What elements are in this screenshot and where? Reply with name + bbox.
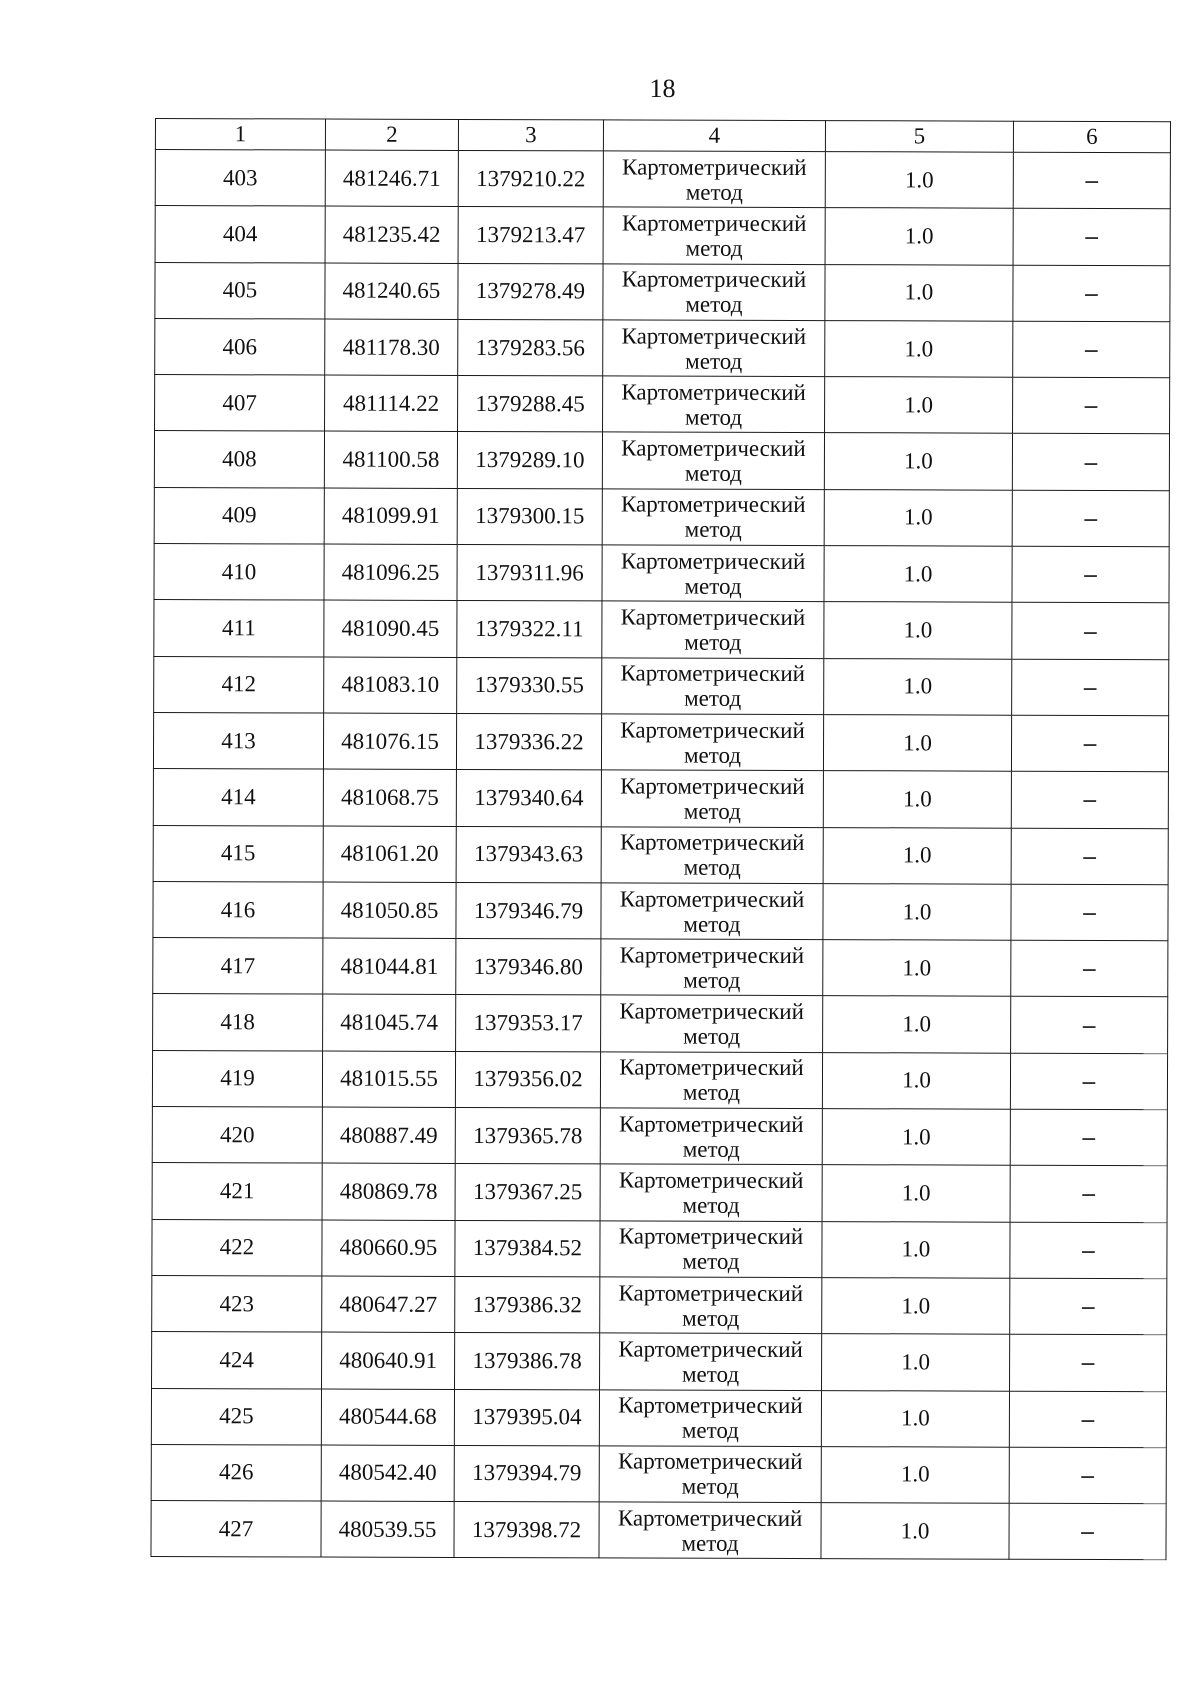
note-cell: –	[1013, 152, 1170, 209]
method-cell	[603, 320, 825, 377]
point-number-cell: 407	[155, 375, 325, 432]
method-line-1: Картометрический	[621, 266, 807, 293]
point-number-cell: 415	[153, 825, 323, 882]
x-coordinate-cell: 480869.78	[322, 1163, 455, 1220]
accuracy-cell: 1.0	[824, 433, 1012, 490]
method-line-1: Картометрический	[621, 379, 806, 405]
note-cell: –	[1012, 490, 1169, 547]
method-line-2: метод	[682, 1192, 740, 1218]
note-cell: –	[1013, 321, 1170, 378]
accuracy-cell: 1.0	[822, 1165, 1010, 1222]
y-coordinate-cell: 1379288.45	[458, 376, 603, 433]
method-line-1: Картометрический	[621, 435, 806, 462]
method-line-2: метод	[683, 742, 742, 768]
method-cell	[602, 489, 824, 546]
point-number-cell: 410	[154, 544, 324, 601]
table-row	[153, 712, 1168, 771]
note-cell: –	[1012, 546, 1169, 603]
y-coordinate-cell: 1379210.22	[458, 150, 603, 207]
point-number-cell: 409	[154, 487, 324, 544]
method-line-2: метод	[683, 798, 741, 824]
x-coordinate-cell: 481235.42	[325, 206, 458, 263]
point-number-cell: 416	[153, 881, 323, 938]
method-line-1: Картометрический	[619, 1111, 804, 1137]
x-coordinate-cell: 481114.22	[325, 375, 458, 432]
table-header-row	[155, 119, 1170, 153]
column-header: 4	[603, 120, 825, 152]
point-number-cell: 412	[154, 656, 324, 713]
y-coordinate-cell: 1379346.79	[456, 882, 601, 939]
method-cell	[603, 151, 825, 208]
method-line-2: метод	[685, 179, 743, 205]
y-coordinate-cell: 1379340.64	[456, 770, 601, 827]
table-row	[155, 318, 1170, 377]
point-number-cell: 417	[153, 938, 323, 995]
method-line-2: метод	[685, 291, 743, 318]
accuracy-cell: 1.0	[821, 1390, 1009, 1447]
y-coordinate-cell: 1379356.02	[455, 1051, 600, 1108]
x-coordinate-cell: 481100.58	[324, 432, 457, 489]
accuracy-cell: 1.0	[822, 1278, 1010, 1335]
point-number-cell: 404	[155, 206, 325, 263]
accuracy-cell: 1.0	[821, 1446, 1009, 1503]
y-coordinate-cell: 1379322.11	[457, 601, 602, 658]
point-number-cell: 427	[151, 1501, 321, 1558]
method-cell	[600, 1277, 822, 1334]
note-cell: –	[1011, 771, 1168, 828]
method-line-1: Картометрический	[618, 1167, 804, 1194]
column-header: 1	[155, 119, 325, 151]
method-cell	[599, 1502, 821, 1559]
point-number-cell: 426	[151, 1444, 321, 1501]
method-line-2: метод	[684, 460, 742, 486]
y-coordinate-cell: 1379346.80	[456, 939, 601, 996]
method-line-1: Картометрический	[618, 1336, 803, 1362]
accuracy-cell: 1.0	[823, 771, 1011, 828]
accuracy-cell: 1.0	[824, 658, 1012, 715]
method-line-2: метод	[683, 1023, 741, 1049]
y-coordinate-cell: 1379398.72	[454, 1502, 599, 1559]
method-cell	[601, 939, 823, 996]
y-coordinate-cell: 1379384.52	[455, 1220, 600, 1277]
x-coordinate-cell: 480544.68	[321, 1389, 454, 1446]
method-line-2: метод	[684, 517, 742, 543]
note-cell: –	[1012, 434, 1169, 491]
y-coordinate-cell: 1379311.96	[457, 545, 602, 602]
method-line-1: Картометрический	[621, 322, 807, 349]
method-line-2: метод	[681, 1530, 739, 1556]
method-line-2: метод	[683, 854, 741, 881]
method-cell	[603, 264, 825, 321]
x-coordinate-cell: 480887.49	[322, 1107, 455, 1164]
column-header: 2	[325, 119, 458, 150]
method-line-2: метод	[684, 685, 742, 712]
point-number-cell: 420	[152, 1107, 322, 1164]
point-number-cell: 424	[152, 1332, 322, 1389]
x-coordinate-cell: 481050.85	[323, 882, 456, 939]
note-cell: –	[1011, 997, 1168, 1054]
table-row	[153, 938, 1168, 997]
method-cell	[601, 883, 823, 940]
accuracy-cell: 1.0	[823, 940, 1011, 997]
accuracy-cell: 1.0	[821, 1503, 1009, 1560]
point-number-cell: 403	[155, 150, 325, 207]
table-row	[152, 1219, 1167, 1278]
x-coordinate-cell: 481240.65	[325, 263, 458, 320]
point-number-cell: 422	[152, 1219, 322, 1276]
point-number-cell: 419	[152, 1050, 322, 1107]
table-row	[151, 1388, 1166, 1447]
point-number-cell: 411	[154, 600, 324, 657]
y-coordinate-cell: 1379300.15	[457, 488, 602, 545]
table-row	[154, 656, 1169, 715]
x-coordinate-cell: 480539.55	[321, 1501, 454, 1558]
method-line-1: Картометрический	[617, 1448, 803, 1475]
accuracy-cell: 1.0	[822, 1334, 1010, 1391]
note-cell: –	[1009, 1503, 1166, 1560]
y-coordinate-cell: 1379386.32	[455, 1276, 600, 1333]
y-coordinate-cell: 1379365.78	[455, 1107, 600, 1164]
method-line-1: Картометрический	[620, 773, 805, 799]
accuracy-cell: 1.0	[825, 320, 1013, 377]
note-cell: –	[1011, 828, 1168, 885]
method-cell	[601, 770, 823, 827]
table-row	[155, 150, 1170, 209]
point-number-cell: 405	[155, 262, 325, 319]
x-coordinate-cell: 481246.71	[325, 150, 458, 207]
accuracy-cell: 1.0	[824, 489, 1012, 546]
point-number-cell: 413	[153, 712, 323, 769]
table-row	[154, 431, 1169, 490]
accuracy-cell: 1.0	[825, 152, 1013, 209]
method-line-2: метод	[684, 629, 742, 655]
table-row	[152, 1163, 1167, 1222]
method-line-2: метод	[681, 1361, 740, 1387]
note-cell: –	[1010, 1278, 1167, 1335]
accuracy-cell: 1.0	[824, 602, 1012, 659]
point-number-cell: 425	[151, 1388, 321, 1445]
x-coordinate-cell: 481044.81	[323, 938, 456, 995]
table-row	[152, 1050, 1167, 1109]
x-coordinate-cell: 480660.95	[322, 1220, 455, 1277]
table-row	[155, 262, 1170, 321]
note-cell: –	[1011, 715, 1168, 772]
note-cell: –	[1012, 603, 1169, 660]
y-coordinate-cell: 1379336.22	[456, 713, 601, 770]
method-line-2: метод	[681, 1474, 739, 1500]
note-cell: –	[1013, 208, 1170, 265]
point-number-cell: 418	[153, 994, 323, 1051]
method-cell	[601, 714, 823, 771]
note-cell: –	[1012, 659, 1169, 716]
method-line-1: Картометрический	[618, 1392, 803, 1419]
table-row	[152, 1275, 1167, 1334]
y-coordinate-cell: 1379278.49	[458, 263, 603, 320]
accuracy-cell: 1.0	[822, 1221, 1010, 1278]
column-header: 5	[825, 121, 1013, 153]
y-coordinate-cell: 1379353.17	[456, 995, 601, 1052]
method-line-1: Картометрический	[622, 154, 807, 180]
method-line-1: Картометрический	[618, 1280, 804, 1306]
column-header: 3	[458, 119, 603, 150]
method-cell	[599, 1389, 821, 1446]
note-cell: –	[1010, 1109, 1167, 1166]
accuracy-cell: 1.0	[822, 1052, 1010, 1109]
y-coordinate-cell: 1379386.78	[455, 1333, 600, 1390]
method-line-2: метод	[683, 911, 741, 937]
x-coordinate-cell: 480647.27	[322, 1276, 455, 1333]
x-coordinate-cell: 481061.20	[323, 826, 456, 883]
note-cell: –	[1011, 940, 1168, 997]
note-cell: –	[1010, 1166, 1167, 1223]
accuracy-cell: 1.0	[823, 996, 1011, 1053]
method-line-2: метод	[685, 348, 743, 374]
accuracy-cell: 1.0	[825, 377, 1013, 434]
coordinates-table	[150, 118, 1171, 1561]
method-line-1: Картометрический	[619, 1054, 804, 1081]
method-line-1: Картометрический	[617, 1505, 803, 1531]
column-header: 6	[1013, 121, 1170, 152]
y-coordinate-cell: 1379289.10	[457, 432, 602, 489]
page-number: 18	[649, 74, 676, 103]
method-cell	[600, 1221, 822, 1278]
method-line-2: метод	[682, 1305, 740, 1331]
method-line-2: метод	[682, 1248, 740, 1275]
x-coordinate-cell: 480640.91	[322, 1332, 455, 1389]
method-line-2: метод	[682, 1136, 740, 1162]
x-coordinate-cell: 481015.55	[322, 1051, 455, 1108]
table-row	[153, 769, 1168, 828]
method-line-2: метод	[685, 235, 743, 261]
table-row	[153, 825, 1168, 884]
table-row	[154, 487, 1169, 546]
y-coordinate-cell: 1379394.79	[454, 1445, 599, 1502]
point-number-cell: 406	[155, 318, 325, 375]
accuracy-cell: 1.0	[824, 546, 1012, 603]
point-number-cell: 408	[154, 431, 324, 488]
y-coordinate-cell: 1379367.25	[455, 1164, 600, 1221]
method-cell	[600, 1164, 822, 1221]
table-row	[151, 1444, 1166, 1503]
x-coordinate-cell: 481096.25	[324, 544, 457, 601]
method-line-2: метод	[684, 404, 743, 430]
point-number-cell: 423	[152, 1275, 322, 1332]
method-line-2: метод	[683, 967, 741, 993]
y-coordinate-cell: 1379395.04	[454, 1389, 599, 1446]
method-line-1: Картометрический	[619, 885, 805, 912]
method-cell	[603, 207, 825, 264]
method-line-1: Картометрический	[620, 548, 806, 574]
table-row	[154, 544, 1169, 603]
method-cell	[601, 995, 823, 1052]
table-row	[153, 881, 1168, 940]
x-coordinate-cell: 481083.10	[324, 657, 457, 714]
x-coordinate-cell: 481045.74	[323, 994, 456, 1051]
method-cell	[602, 601, 824, 658]
note-cell: –	[1011, 884, 1168, 941]
method-line-1: Картометрический	[619, 942, 805, 968]
table-row	[151, 1501, 1166, 1560]
note-cell: –	[1010, 1334, 1167, 1391]
accuracy-cell: 1.0	[823, 827, 1011, 884]
method-cell	[600, 1108, 822, 1165]
note-cell: –	[1013, 265, 1170, 322]
x-coordinate-cell: 481178.30	[325, 319, 458, 376]
table-row	[153, 994, 1168, 1053]
method-cell	[602, 658, 824, 715]
method-line-1: Картометрический	[620, 660, 806, 687]
note-cell: –	[1009, 1391, 1166, 1448]
method-cell	[602, 432, 824, 489]
method-cell	[602, 545, 824, 602]
x-coordinate-cell: 481076.15	[323, 713, 456, 770]
table-row	[152, 1107, 1167, 1166]
method-line-2: метод	[684, 573, 742, 599]
method-cell	[603, 376, 825, 433]
accuracy-cell: 1.0	[822, 1109, 1010, 1166]
method-line-2: метод	[681, 1417, 739, 1444]
x-coordinate-cell: 480542.40	[321, 1445, 454, 1502]
method-line-1: Картометрический	[620, 717, 805, 743]
note-cell: –	[1013, 377, 1170, 434]
y-coordinate-cell: 1379343.63	[456, 826, 601, 883]
method-line-1: Картометрический	[620, 491, 806, 518]
method-cell	[600, 1052, 822, 1109]
y-coordinate-cell: 1379330.55	[457, 657, 602, 714]
x-coordinate-cell: 481090.45	[324, 600, 457, 657]
note-cell: –	[1010, 1053, 1167, 1110]
point-number-cell: 414	[153, 769, 323, 826]
x-coordinate-cell: 481068.75	[323, 769, 456, 826]
y-coordinate-cell: 1379213.47	[458, 207, 603, 264]
accuracy-cell: 1.0	[825, 264, 1013, 321]
method-cell	[599, 1446, 821, 1503]
y-coordinate-cell: 1379283.56	[458, 319, 603, 376]
method-cell	[601, 826, 823, 883]
table-row	[154, 600, 1169, 659]
note-cell: –	[1010, 1222, 1167, 1279]
table-row	[155, 206, 1170, 265]
accuracy-cell: 1.0	[825, 208, 1013, 265]
method-line-1: Картометрический	[618, 1223, 804, 1250]
point-number-cell: 421	[152, 1163, 322, 1220]
note-cell: –	[1009, 1447, 1166, 1504]
accuracy-cell: 1.0	[823, 883, 1011, 940]
method-line-1: Картометрический	[621, 210, 807, 236]
method-line-1: Картометрический	[619, 829, 805, 856]
method-line-1: Картометрический	[620, 604, 806, 631]
method-line-2: метод	[682, 1080, 741, 1106]
method-line-1: Картометрический	[619, 998, 804, 1025]
accuracy-cell: 1.0	[823, 715, 1011, 772]
x-coordinate-cell: 481099.91	[324, 488, 457, 545]
table-body	[151, 150, 1170, 1561]
method-cell	[600, 1333, 822, 1390]
table-row	[152, 1332, 1167, 1391]
table-row	[155, 375, 1170, 434]
